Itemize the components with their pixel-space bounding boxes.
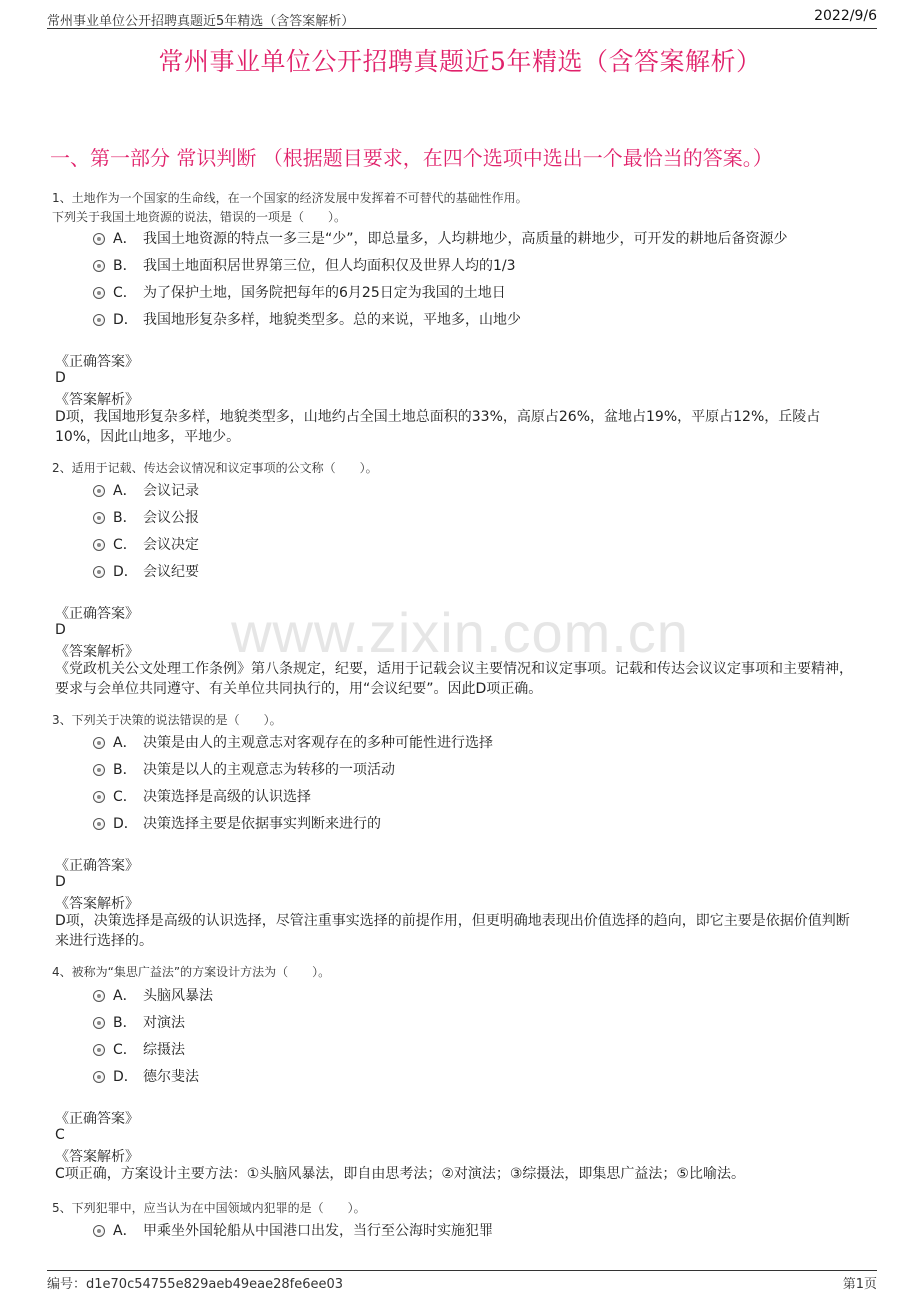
- radio-icon[interactable]: [93, 1071, 105, 1083]
- stem-line: 2、适用于记载、传达会议情况和议定事项的公文称（ ）。: [52, 461, 378, 475]
- question-2-option-a[interactable]: A． 会议记录: [93, 480, 199, 500]
- radio-icon[interactable]: [93, 1225, 105, 1237]
- radio-icon[interactable]: [93, 512, 105, 524]
- question-4-stem: [52, 963, 330, 982]
- question-1-explanation: D项，我国地形复杂多样，地貌类型多，山地约占全国土地总面积的33%，高原占26%，盆地占19%，平原占12%，丘陵占10%，因此山地多，平地少。: [55, 409, 821, 445]
- question-3-stem: [52, 711, 282, 730]
- question-4-option-c[interactable]: C． 综摄法: [93, 1039, 185, 1059]
- answer-label: 《正确答案》: [55, 858, 139, 874]
- answer-label: 《正确答案》: [55, 606, 139, 622]
- radio-icon[interactable]: [93, 314, 105, 326]
- answer-label: 《正确答案》: [55, 354, 139, 370]
- question-1-option-a[interactable]: A． 我国土地资源的特点一多三是“少”，即总量多，人均耕地少，高质量的耕地少，可开发的耕地后备资源少: [93, 228, 788, 248]
- question-2-explanation: 《党政机关公文处理工作条例》第八条规定，纪要，适用于记载会议主要情况和议定事项。记载和传达会议议定事项和主要精神，要求与会单位共同遵守、有关单位共同执行的，用“会议纪要”。因此D项正确。: [55, 661, 853, 697]
- question-5-option-a[interactable]: A． 甲乘坐外国轮船从中国港口出发，当行至公海时实施犯罪: [93, 1220, 493, 1240]
- page-number: 第1页: [842, 1277, 877, 1292]
- radio-icon[interactable]: [93, 233, 105, 245]
- radio-icon[interactable]: [93, 764, 105, 776]
- question-4-option-d[interactable]: D． 德尔斐法: [93, 1066, 199, 1086]
- question-3-option-d[interactable]: D． 决策选择主要是依据事实判断来进行的: [93, 813, 381, 833]
- radio-icon[interactable]: [93, 791, 105, 803]
- question-2-stem: [52, 459, 378, 478]
- question-1-stem: [52, 189, 528, 227]
- question-2-option-c[interactable]: C． 会议决定: [93, 534, 199, 554]
- header-doc-title: 常州事业单位公开招聘真题近5年精选（含答案解析）: [47, 14, 355, 29]
- question-3-option-a[interactable]: A． 决策是由人的主观意志对客观存在的多种可能性进行选择: [93, 732, 493, 752]
- question-1-option-b[interactable]: B． 我国土地面积居世界第三位，但人均面积仅及世界人均的1/3: [93, 255, 516, 275]
- stem-line: 3、下列关于决策的说法错误的是（ ）。: [52, 713, 282, 727]
- radio-icon[interactable]: [93, 287, 105, 299]
- question-4-explanation: C项正确，方案设计主要方法：①头脑风暴法，即自由思考法；②对演法；③综摄法，即集思广益法；⑤比喻法。: [55, 1166, 745, 1182]
- radio-icon[interactable]: [93, 818, 105, 830]
- question-3-answer: D: [55, 874, 66, 890]
- radio-icon[interactable]: [93, 566, 105, 578]
- question-4-option-b[interactable]: B． 对演法: [93, 1012, 185, 1032]
- stem-line: 1、土地作为一个国家的生命线，在一个国家的经济发展中发挥着不可替代的基础性作用。: [52, 191, 528, 205]
- radio-icon[interactable]: [93, 737, 105, 749]
- watermark: www.zixin.com.cn: [231, 601, 689, 664]
- header-date: 2022/9/6: [814, 8, 877, 24]
- stem-line: 5、下列犯罪中，应当认为在中国领域内犯罪的是（ ）。: [52, 1201, 366, 1215]
- question-3-option-c[interactable]: C． 决策选择是高级的认识选择: [93, 786, 311, 806]
- question-3-option-b[interactable]: B． 决策是以人的主观意志为转移的一项活动: [93, 759, 395, 779]
- document-serial: 编号：d1e70c54755e829aeb49eae28fe6ee03: [47, 1277, 344, 1292]
- stem-line: 下列关于我国土地资源的说法，错误的一项是（ ）。: [52, 210, 347, 224]
- analysis-label: 《答案解析》: [55, 392, 139, 408]
- radio-icon[interactable]: [93, 260, 105, 272]
- question-3-explanation: D项，决策选择是高级的认识选择，尽管注重事实选择的前提作用，但更明确地表现出价值选择的趋向，即它主要是依据价值判断来进行选择的。: [55, 913, 850, 949]
- analysis-label: 《答案解析》: [55, 644, 139, 660]
- page-header: [47, 8, 877, 29]
- document-title: 常州事业单位公开招聘真题近5年精选（含答案解析）: [158, 47, 762, 76]
- radio-icon[interactable]: [93, 1044, 105, 1056]
- question-1-option-c[interactable]: C． 为了保护土地，国务院把每年的6月25日定为我国的土地日: [93, 282, 506, 302]
- question-4-option-a[interactable]: A． 头脑风暴法: [93, 985, 213, 1005]
- page-footer: [47, 1270, 877, 1291]
- radio-icon[interactable]: [93, 539, 105, 551]
- question-2-answer: D: [55, 622, 66, 638]
- analysis-label: 《答案解析》: [55, 1149, 139, 1165]
- question-2-option-b[interactable]: B． 会议公报: [93, 507, 199, 527]
- answer-label: 《正确答案》: [55, 1111, 139, 1127]
- question-5-stem: [52, 1199, 366, 1218]
- radio-icon[interactable]: [93, 1017, 105, 1029]
- stem-line: 4、被称为“集思广益法”的方案设计方法为（ ）。: [52, 965, 331, 979]
- analysis-label: 《答案解析》: [55, 896, 139, 912]
- radio-icon[interactable]: [93, 485, 105, 497]
- question-1-option-d[interactable]: D． 我国地形复杂多样，地貌类型多。总的来说，平地多，山地少: [93, 309, 521, 329]
- question-1-answer: D: [55, 370, 66, 386]
- question-4-answer: C: [55, 1127, 65, 1143]
- question-2-option-d[interactable]: D． 会议纪要: [93, 561, 199, 581]
- section-heading: 一、第一部分 常识判断 （根据题目要求，在四个选项中选出一个最恰当的答案。）: [50, 146, 773, 170]
- radio-icon[interactable]: [93, 990, 105, 1002]
